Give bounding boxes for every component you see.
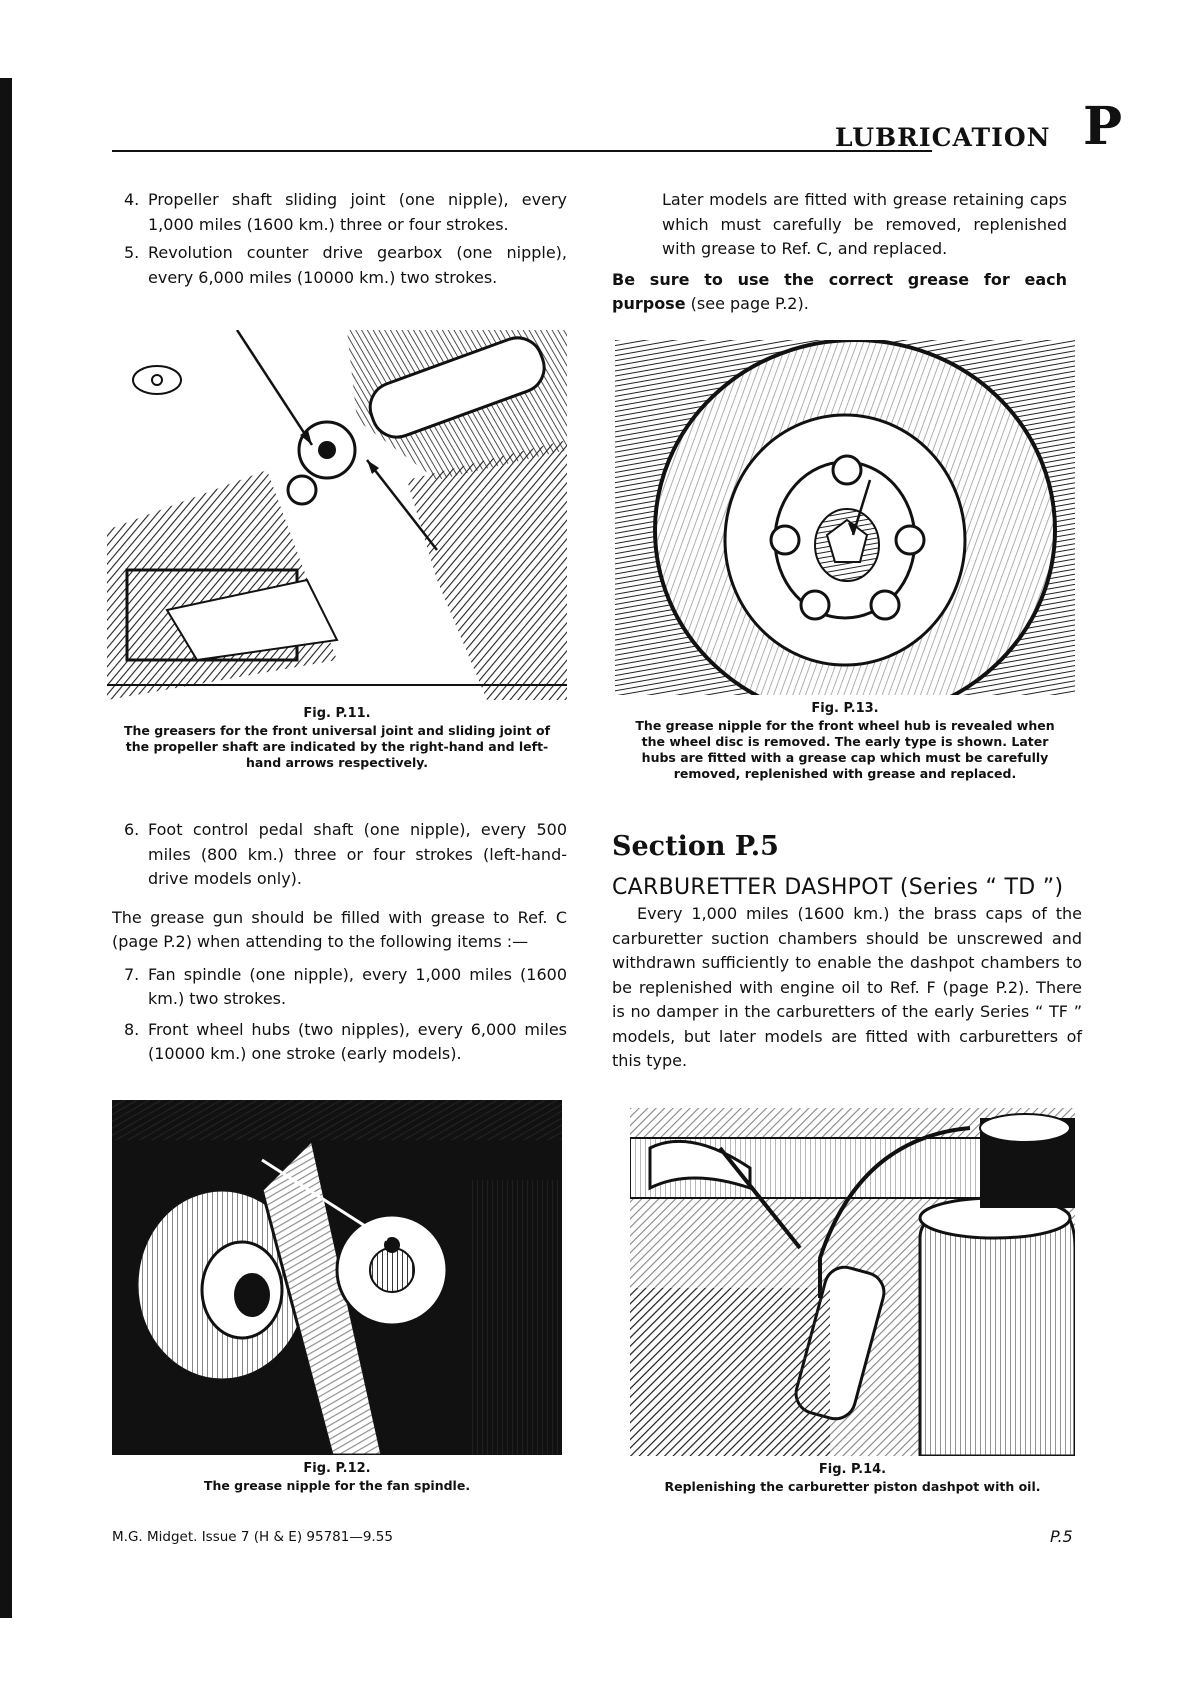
figure-caption: The grease nipple for the fan spindle. <box>203 1478 471 1493</box>
be-sure-bold: Be sure to use the correct grease for each purpose <box>612 269 1067 313</box>
item-text: Propeller shaft sliding joint (one nipple), every 1,000 miles (1600 km.) three or four strokes. <box>148 190 567 234</box>
carburetter-dashpot-illustration <box>630 1108 1075 1456</box>
grease-gun-paragraph: The grease gun should be filled with grease to Ref. C (page P.2) when attending to the following items :— <box>112 907 567 951</box>
list-item-7 <box>112 963 567 1012</box>
figure-label: Fig. P.12. <box>303 1461 371 1476</box>
footer-page-number: P.5 <box>1050 1527 1073 1546</box>
figure-label: Fig. P.13. <box>811 701 879 716</box>
header-title: LUBRICATION <box>835 123 1051 152</box>
item-text: Fan spindle (one nipple), every 1,000 miles (1600 km.) two strokes. <box>148 964 567 1008</box>
figure-label: Fig. P.14. <box>818 1462 887 1477</box>
item-text: Foot control pedal shaft (one nipple), every 500 miles (800 km.) three or four strokes (left-hand-drive models only). <box>148 820 567 888</box>
right-section-text <box>612 831 1082 1074</box>
front-wheel-hub-illustration <box>615 340 1075 695</box>
item-number: 6. <box>124 820 140 839</box>
figure-p13 <box>615 340 1075 782</box>
figure-p11 <box>107 330 567 771</box>
list-item-8 <box>112 1018 567 1067</box>
header-rule <box>112 150 932 152</box>
left-top-text <box>112 188 567 290</box>
dashpot-paragraph: Every 1,000 miles (1600 km.) the brass caps of the carburetter suction chambers should be unscrewed and withdrawn sufficiently to enable the dashpot chambers to be replenished with engine oil to Ref. F (page P.2). There is no damper in the carburetters of the early Series “ TF ” models, but later models are fitted with carburetters of this type. <box>612 904 1082 1070</box>
item-number: 4. <box>124 190 140 209</box>
header-section-letter: P <box>1083 96 1123 157</box>
be-sure-paragraph <box>612 268 1067 317</box>
item-number: 7. <box>124 964 140 984</box>
list-item-6 <box>112 818 567 892</box>
subheading: CARBURETTER DASHPOT (Series “ TD ”) <box>612 874 1064 900</box>
item-number: 5. <box>124 243 140 262</box>
section-heading: Section P.5 <box>612 831 779 862</box>
later-models-paragraph: Later models are fitted with grease retaining caps which must carefully be removed, replenished with grease to Ref. C, and replaced. <box>662 190 1067 258</box>
item-text: Revolution counter drive gearbox (one nipple), every 6,000 miles (10000 km.) two strokes. <box>148 243 567 287</box>
figure-p12 <box>112 1100 562 1494</box>
propeller-shaft-illustration <box>107 330 567 700</box>
item-number: 8. <box>124 1019 140 1039</box>
item-text: Front wheel hubs (two nipples), every 6,000 miles (10000 km.) one stroke (early models). <box>148 1019 567 1063</box>
figure-caption: The greasers for the front universal joint and sliding joint of the propeller shaft are indicated by the right-hand and left-hand arrows respectively. <box>123 723 551 770</box>
list-item-4 <box>112 188 567 237</box>
figure-caption: The grease nipple for the front wheel hub is revealed when the wheel disc is removed. The early type is shown. Later hubs are fitted with a grease cap which must be carefully removed, replenished with grease and replaced. <box>635 718 1055 781</box>
figure-caption: Replenishing the carburetter piston dashpot with oil. <box>664 1479 1041 1494</box>
footer-issue-info: M.G. Midget. Issue 7 (H & E) 95781—9.55 <box>112 1529 393 1545</box>
be-sure-tail: (see page P.2). <box>685 294 809 313</box>
binding-edge <box>0 78 12 1618</box>
figure-p14 <box>630 1108 1075 1495</box>
list-item-5 <box>112 241 567 290</box>
fan-spindle-illustration <box>112 1100 562 1455</box>
left-middle-text <box>112 818 567 1067</box>
figure-label: Fig. P.11. <box>303 706 371 721</box>
right-top-text <box>612 188 1067 317</box>
